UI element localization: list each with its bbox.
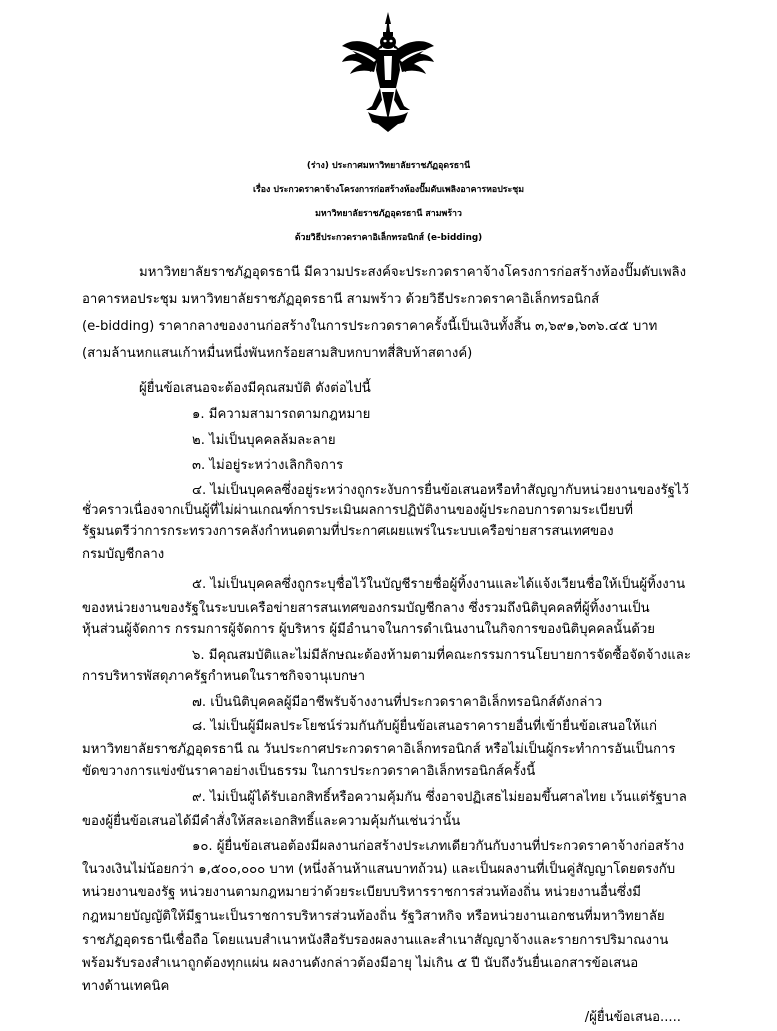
qualification-item-cont: มหาวิทยาลัยราชภัฏอุดรธานี ณ วันประกาศประกวดราคาอิเล็กทรอนิกส์ หรือไม่เป็นผู้กระทำการอันเป็นการ [82, 742, 676, 757]
qualification-item: ๖. มีคุณสมบัติและไม่มีลักษณะต้องห้ามตามที่คณะกรรมการนโยบายการจัดซื้อจัดจ้างและ [192, 648, 691, 663]
qualification-item: ๕. ไม่เป็นบุคคลซึ่งถูกระบุชื่อไว้ในบัญชีรายชื่อผู้ทิ้งงานและได้แจ้งเวียนชื่อให้เป็นผู้ทิ้งงาน [192, 577, 686, 592]
qualification-item-cont: ขัดขวางการแข่งขันราคาอย่างเป็นธรรม ในการประกวดราคาอิเล็กทรอนิกส์ครั้งนี้ [82, 764, 536, 779]
intro-line: (e-bidding) ราคากลางของงานก่อสร้างในการประกวดราคาครั้งนี้เป็นเงินทั้งสิ้น ๓,๖๙๑,๖๓๖.๔๕ บาท [82, 319, 658, 334]
qualification-item-cont: ทางด้านเทคนิค [82, 979, 170, 994]
qualification-item-cont: หน่วยงานของรัฐ หน่วยงานตามกฎหมายว่าด้วยระเบียบบริหารราชการส่วนท้องถิ่น หน่วยงานอื่นซึ่งมี [82, 885, 641, 900]
announcement-title: (ร่าง) ประกาศมหาวิทยาลัยราชภัฏอุดรธานี [306, 161, 471, 171]
qualification-item: ๒. ไม่เป็นบุคคลล้มละลาย [192, 433, 336, 448]
qualification-item: ๗. เป็นนิติบุคคลผู้มีอาชีพรับจ้างงานที่ประกวดราคาอิเล็กทรอนิกส์ดังกล่าว [192, 695, 603, 710]
subject-line-method: ด้วยวิธีประกวดราคาอิเล็กทรอนิกส์ (e-bidding) [294, 233, 483, 243]
intro-line: (สามล้านหกแสนเก้าหมื่นหนึ่งพันหกร้อยสามสิบหกบาทสี่สิบห้าสตางค์) [82, 346, 473, 361]
continuation-note: /ผู้ยื่นข้อเสนอ..... [584, 1010, 681, 1025]
qualification-item: ๓. ไม่อยู่ระหว่างเลิกกิจการ [192, 458, 344, 473]
qualification-item: ๑๐. ผู้ยื่นข้อเสนอต้องมีผลงานก่อสร้างประเภทเดียวกันกับงานที่ประกวดราคาจ้างก่อสร้าง [192, 839, 685, 854]
subject-line: เรื่อง ประกวดราคาจ้างโครงการก่อสร้างห้องปั๊มดับเพลิงอาคารหอประชุม [252, 185, 525, 195]
qualification-item-cont: ชั่วคราวเนื่องจากเป็นผู้ที่ไม่ผ่านเกณฑ์การประเมินผลการปฏิบัติงานของผู้ประกอบการตามระเบียบที่ [82, 503, 633, 518]
qualification-item-cont: กรมบัญชีกลาง [82, 547, 165, 562]
qualification-item-cont: ในวงเงินไม่น้อยกว่า ๑,๕๐๐,๐๐๐ บาท (หนึ่งล้านห้าแสนบาทถ้วน) และเป็นผลงานที่เป็นคู่สัญญาโดยตรงกับ [82, 862, 676, 877]
qualification-item-cont: หุ้นส่วนผู้จัดการ กรรมการผู้จัดการ ผู้บริหาร ผู้มีอำนาจในการดำเนินงานในกิจการของนิติบุคคลนั้นด้วย [82, 622, 656, 637]
intro-line: อาคารหอประชุม มหาวิทยาลัยราชภัฏอุดรธานี สามพร้าว ด้วยวิธีประกวดราคาอิเล็กทรอนิกส์ [82, 292, 600, 307]
qualification-item-cont: การบริหารพัสดุภาครัฐกำหนดในราชกิจจานุเบกษา [82, 669, 366, 684]
intro-line: มหาวิทยาลัยราชภัฏอุดรธานี มีความประสงค์จะประกวดราคาจ้างโครงการก่อสร้างห้องปั๊มดับเพลิง [139, 265, 687, 280]
qualification-item: ๔. ไม่เป็นบุคคลซึ่งอยู่ระหว่างถูกระงับการยื่นข้อเสนอหรือทำสัญญากับหน่วยงานของรัฐไว้ [192, 483, 689, 498]
qualification-item: ๙. ไม่เป็นผู้ได้รับเอกสิทธิ์หรือความคุ้มกัน ซึ่งอาจปฏิเสธไม่ยอมขึ้นศาลไทย เว้นแต่รัฐบาล [192, 790, 687, 805]
garuda-emblem-icon [338, 10, 438, 132]
qualifications-heading: ผู้ยื่นข้อเสนอจะต้องมีคุณสมบัติ ดังต่อไปนี้ [139, 381, 371, 396]
qualification-item: ๑. มีความสามารถตามกฎหมาย [192, 407, 371, 422]
qualification-item-cont: ของผู้ยื่นข้อเสนอได้มีคำสั่งให้สละเอกสิทธิ์และความคุ้มกันเช่นว่านั้น [82, 814, 461, 829]
qualification-item-cont: รัฐมนตรีว่าการกระทรวงการคลังกำหนดตามที่ประกาศเผยแพร่ในระบบเครือข่ายสารสนเทศของ [82, 524, 614, 539]
qualification-item-cont: ราชภัฏอุดรธานีเชื่อถือ โดยแนบสำเนาหนังสือรับรองผลงานและสำเนาสัญญาจ้างและรายการปริมาณงาน [82, 933, 669, 948]
qualification-item-cont: กฎหมายบัญญัติให้มีฐานะเป็นราชการบริหารส่วนท้องถิ่น รัฐวิสาหกิจ หรือหน่วยงานเอกชนที่มหาวิทยาลัย [82, 909, 665, 924]
qualification-item-cont: พร้อมรับรองสำเนาถูกต้องทุกแผ่น ผลงานดังกล่าวต้องมีอายุ ไม่เกิน ๕ ปี นับถึงวันยื่นเอกสารข้อเสนอ [82, 956, 639, 971]
qualification-item: ๘. ไม่เป็นผู้มีผลประโยชน์ร่วมกันกับผู้ยื่นข้อเสนอราคารายอื่นที่เข้ายื่นข้อเสนอให้แก่ [192, 719, 658, 734]
qualification-item-cont: ของหน่วยงานของรัฐในระบบเครือข่ายสารสนเทศของกรมบัญชีกลาง ซึ่งรวมถึงนิติบุคคลที่ผู้ทิ้งงานเป็น [82, 601, 650, 616]
subject-line-university: มหาวิทยาลัยราชภัฏอุดรธานี สามพร้าว [315, 209, 462, 219]
